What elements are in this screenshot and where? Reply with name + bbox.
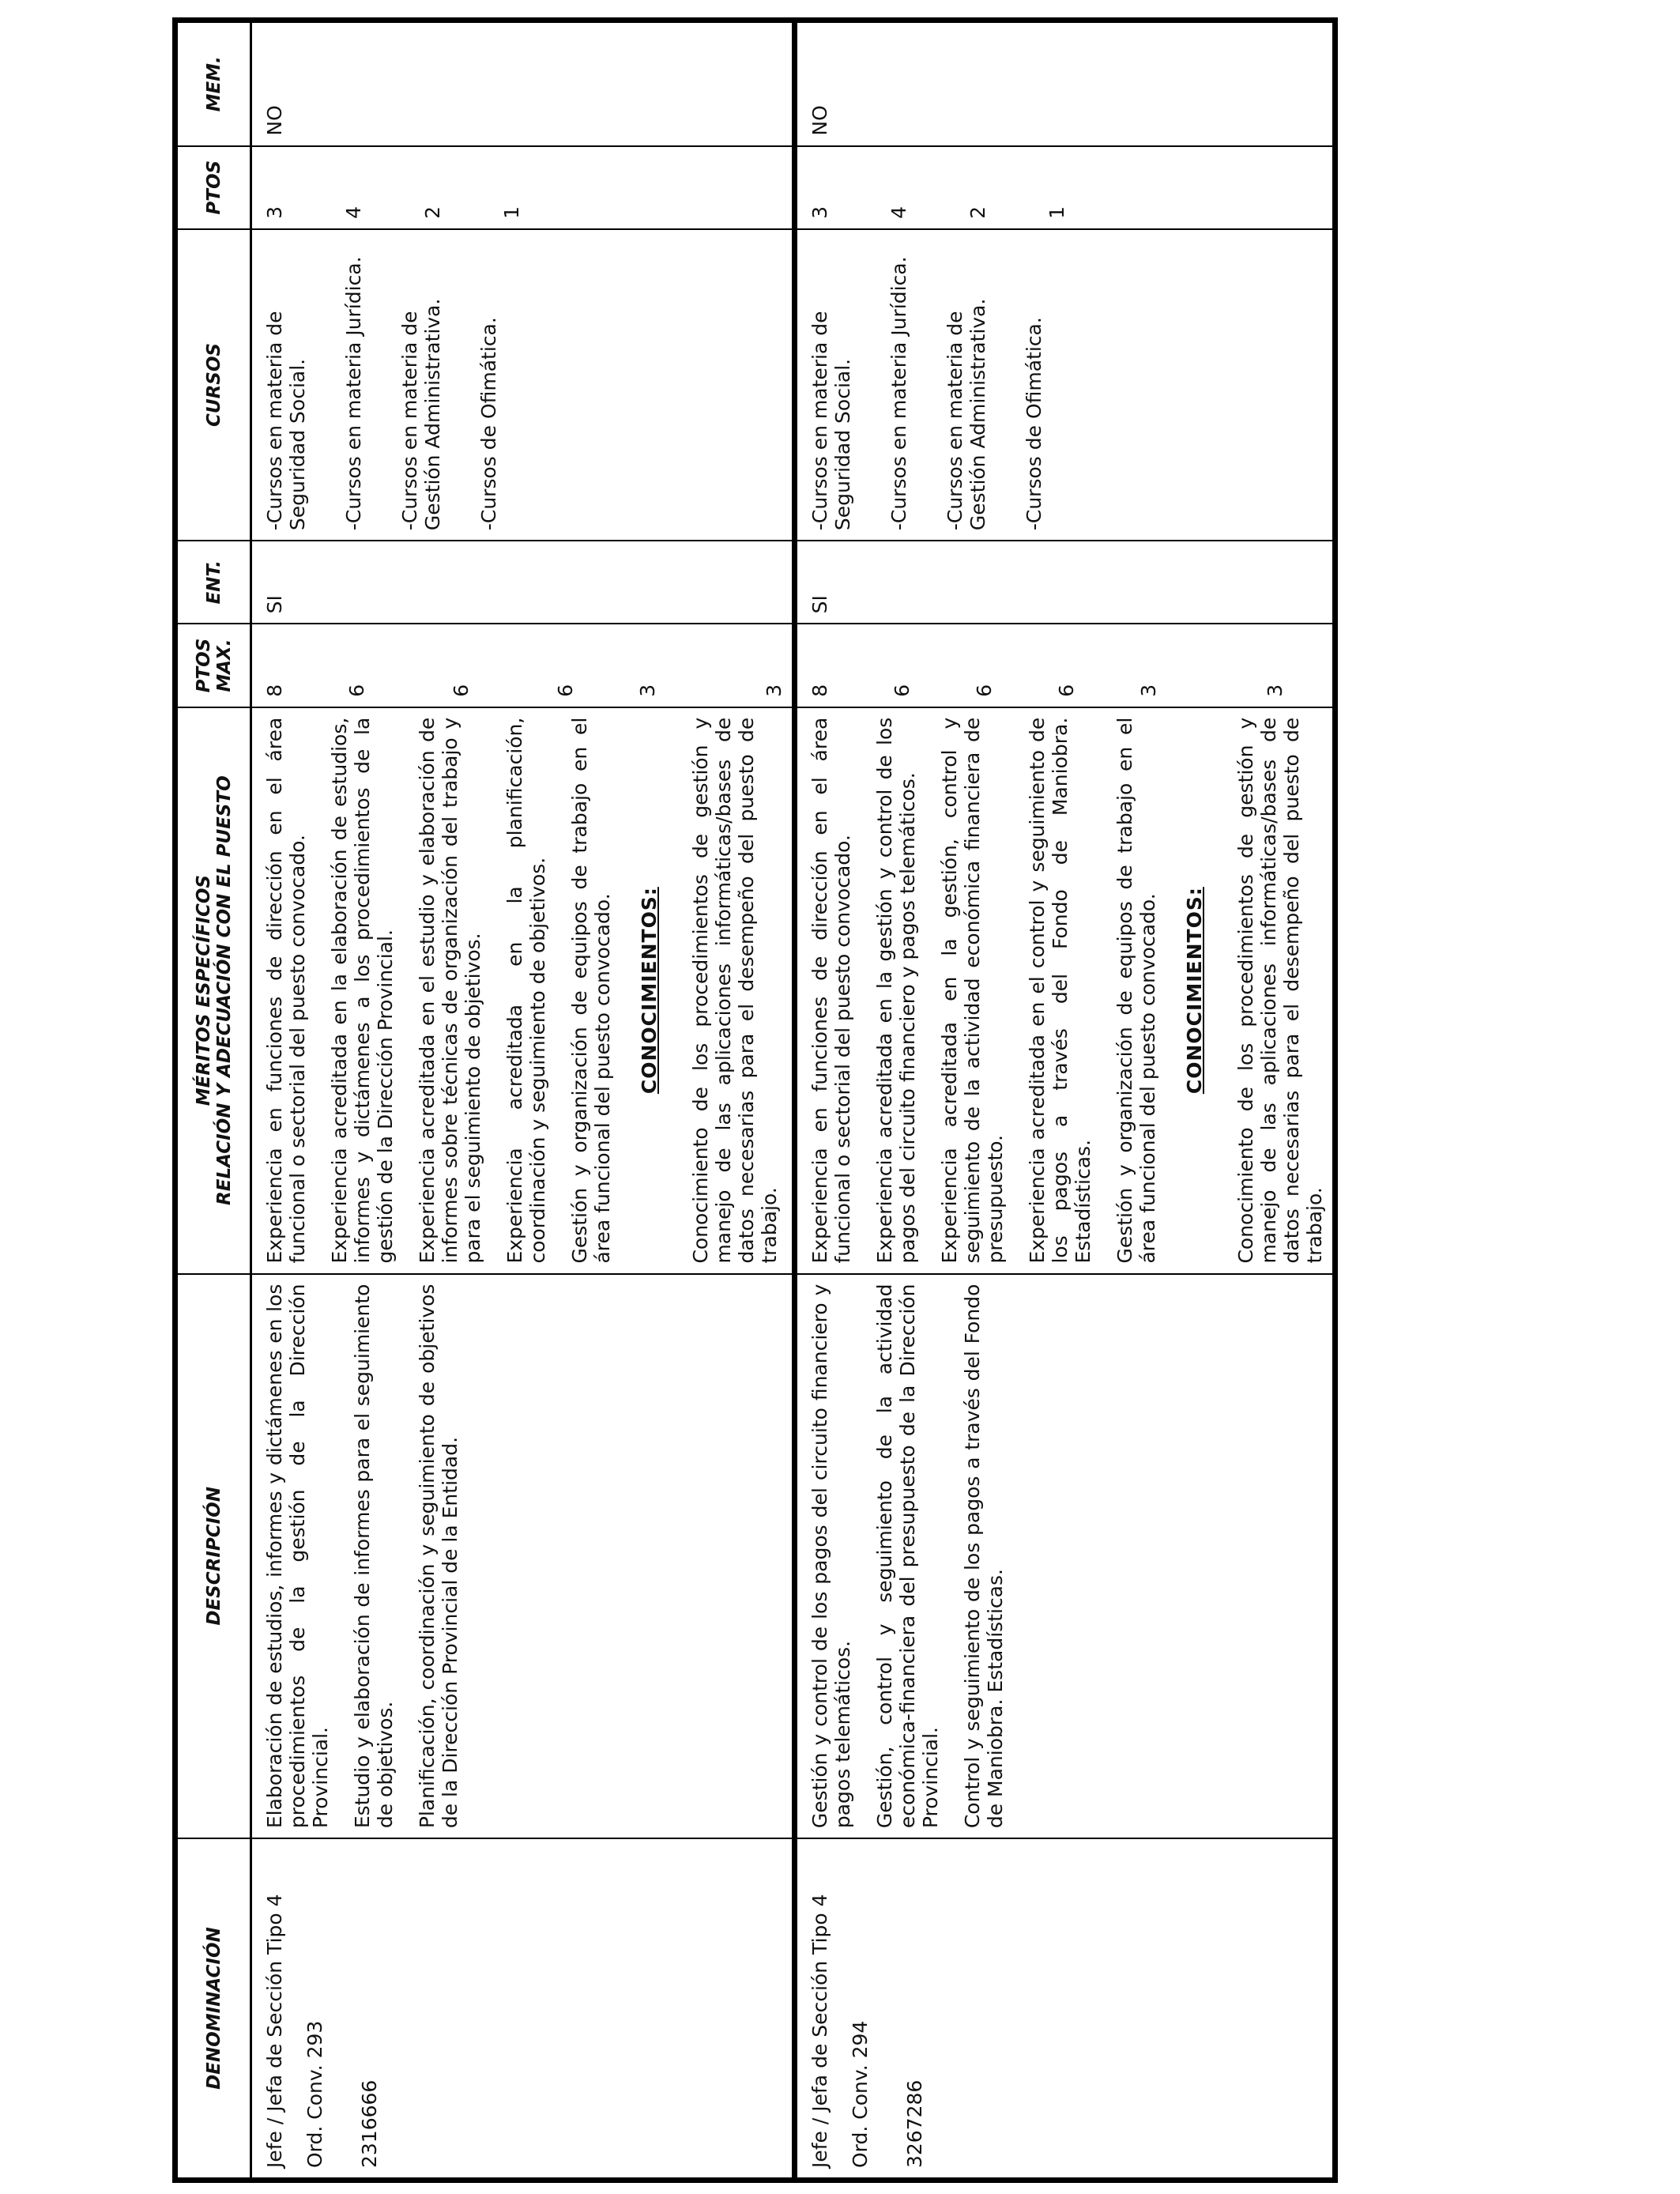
denominacion-order: Ord. Conv. 293	[303, 2020, 326, 2168]
ptos-max-value: 6	[891, 684, 913, 697]
merito-item: Experiencia acreditada en el estudio y elaboración de informes sobre técnicas de organización del trabajo y para el seguimiento de objetivos.	[416, 717, 484, 1264]
header-denominacion: DENOMINACIÓN	[175, 1838, 251, 2180]
descripcion-item: Estudio y elaboración de informes para el seguimiento de objetivos.	[351, 1284, 397, 1829]
ptos-max-value: 3	[1264, 684, 1286, 697]
merito-item: Experiencia acreditada en el control y seguimiento de los pagos a través del Fondo de Maniobra. Estadísticas.	[1026, 717, 1094, 1264]
merits-table	[172, 17, 1338, 2183]
ptos-max-value: 6	[1055, 684, 1078, 697]
mem-cell: NO	[251, 21, 795, 146]
descripcion-item: Elaboración de estudios, informes y dictámenes en los procedimientos de la gestión de la Dirección Provincial.	[263, 1284, 332, 1829]
ptos-value: 4	[342, 205, 365, 219]
conocimientos-text: Conocimiento de los procedimientos de gestión y manejo de las aplicaciones informáticas/bases de datos necesarias para el desempeño del puesto de trabajo.	[689, 717, 781, 1264]
conocimientos-text: Conocimiento de los procedimientos de gestión y manejo de las aplicaciones informáticas/bases de datos necesarias para el desempeño del puesto de trabajo.	[1234, 717, 1326, 1264]
merito-item: Gestión y organización de equipos de trabajo en el área funcional del puesto convocado.	[568, 717, 614, 1264]
ptos-max-value: 8	[263, 684, 286, 697]
merito-item: Experiencia acreditada en la planificación, coordinación y seguimiento de objetivos.	[503, 717, 549, 1264]
ptos-value: 2	[421, 205, 444, 219]
curso-item: -Cursos en materia de Seguridad Social.	[263, 311, 309, 531]
ptos-max-value: 3	[1137, 684, 1160, 697]
descripcion-item: Gestión, control y seguimiento de la actividad económica-financiera del presupuesto de la Dirección Provincial.	[873, 1284, 942, 1829]
header-meritos-line1: MÉRITOS ESPECÍFICOS	[193, 875, 214, 1106]
curso-item: -Cursos en materia de Seguridad Social.	[808, 311, 854, 531]
ptos-cell	[251, 146, 795, 229]
descripcion-cell	[251, 1274, 795, 1839]
mem-cell: NO	[795, 21, 1335, 146]
merito-item: Experiencia en funciones de dirección en el área funcional o sectorial del puesto convocado.	[808, 717, 854, 1264]
curso-item: -Cursos de Ofimática.	[477, 317, 500, 531]
ptos-max-value: 6	[554, 684, 577, 697]
merito-item: Experiencia acreditada en la gestión y control de los pagos del circuito financiero y pagos telemáticos.	[873, 717, 919, 1264]
header-meritos	[175, 707, 251, 1274]
header-ptos-max	[175, 624, 251, 707]
ptos-max-value: 6	[973, 684, 996, 697]
ptos-value: 3	[263, 205, 286, 219]
denominacion-code: 3267286	[903, 2079, 926, 2168]
denominacion-cell	[251, 1838, 795, 2180]
ptos-value: 1	[1045, 205, 1068, 219]
conocimientos-heading: CONOCIMIENTOS:	[1183, 887, 1206, 1095]
meritos-cell	[251, 707, 795, 1274]
denominacion-title: Jefe / Jefa de Sección Tipo 4	[263, 1894, 286, 2168]
descripcion-item: Gestión y control de los pagos del circuito financiero y pagos telemáticos.	[808, 1284, 854, 1829]
ptos-max-value: 8	[808, 684, 831, 697]
ptos-max-value: 3	[636, 684, 659, 697]
denominacion-order: Ord. Conv. 294	[849, 2020, 872, 2168]
merito-item: Experiencia en funciones de dirección en el área funcional o sectorial del puesto convocado.	[263, 717, 309, 1264]
header-mem: MEM.	[175, 21, 251, 146]
ptos-max-value: 3	[763, 684, 785, 697]
curso-item: -Cursos de Ofimática.	[1023, 317, 1045, 531]
ptos-max-value: 6	[345, 684, 368, 697]
merito-item: Experiencia acreditada en la gestión, control y seguimiento de la actividad económica financiera de presupuesto.	[938, 717, 1007, 1264]
ptos-max-value: 6	[450, 684, 473, 697]
ent-cell: SI	[795, 541, 1335, 624]
cursos-cell	[795, 229, 1335, 541]
merito-item: Experiencia acreditada en la elaboración de estudios, informes y dictámenes a los procedimientos de la gestión de la Dirección Provincial.	[328, 717, 397, 1264]
meritos-cell	[795, 707, 1335, 1274]
cursos-cell	[251, 229, 795, 541]
curso-item: -Cursos en materia Jurídica.	[887, 256, 910, 531]
table-row	[251, 21, 795, 2181]
denominacion-code: 2316666	[358, 2079, 381, 2168]
header-ptos: PTOS	[175, 146, 251, 229]
ptos-max-cell	[251, 624, 795, 707]
descripcion-item: Control y seguimiento de los pagos a través del Fondo de Maniobra. Estadísticas.	[961, 1284, 1007, 1829]
table-row	[795, 21, 1335, 2181]
header-meritos-line2: RELACIÓN Y ADECUACIÓN CON EL PUESTO	[213, 775, 235, 1205]
ptos-value: 4	[887, 205, 910, 219]
header-descripcion: DESCRIPCIÓN	[175, 1274, 251, 1839]
descripcion-item: Planificación, coordinación y seguimiento de objetivos de la Dirección Provincial de la Entidad.	[416, 1284, 461, 1829]
ptos-value: 1	[500, 205, 523, 219]
curso-item: -Cursos en materia Jurídica.	[342, 256, 365, 531]
header-ptos-max-line1: PTOS	[193, 638, 214, 693]
header-cursos: CURSOS	[175, 229, 251, 541]
ent-cell: SI	[251, 541, 795, 624]
ptos-value: 3	[808, 205, 831, 219]
merito-item: Gestión y organización de equipos de trabajo en el área funcional del puesto convocado.	[1113, 717, 1159, 1264]
ptos-cell	[795, 146, 1335, 229]
denominacion-cell	[795, 1838, 1335, 2180]
header-ent: ENT.	[175, 541, 251, 624]
conocimientos-heading: CONOCIMIENTOS:	[638, 887, 661, 1095]
ptos-max-cell	[795, 624, 1335, 707]
descripcion-cell	[795, 1274, 1335, 1839]
curso-item: -Cursos en materia de Gestión Administrativa.	[398, 298, 444, 531]
denominacion-title: Jefe / Jefa de Sección Tipo 4	[808, 1894, 831, 2168]
header-ptos-max-line2: MAX.	[213, 639, 235, 692]
ptos-value: 2	[966, 205, 989, 219]
rotated-page	[172, 17, 1326, 2183]
curso-item: -Cursos en materia de Gestión Administrativa.	[944, 298, 989, 531]
